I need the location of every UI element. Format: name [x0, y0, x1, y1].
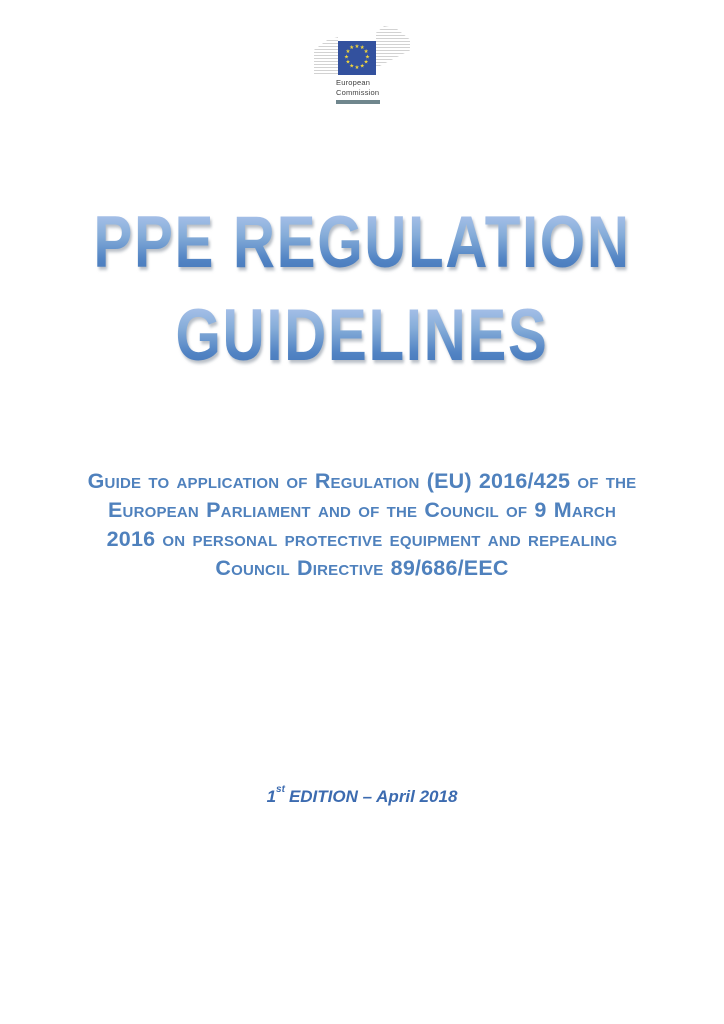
eu-star-icon: ★ [363, 59, 369, 66]
logo-org-line2: Commission [336, 87, 380, 97]
logo-right-swoosh-decoration [376, 26, 410, 68]
subtitle-line-1: Guide to application of Regulation (EU) 2016/425 of the [87, 469, 637, 493]
subtitle-line-4: Council Directive 89/686/EEC [215, 556, 509, 580]
document-subtitle [30, 467, 694, 583]
edition-number: 1 [266, 787, 277, 806]
eu-star-icon: ★ [354, 43, 360, 50]
eu-flag-icon [338, 41, 376, 75]
document-title [0, 196, 724, 382]
logo-left-swoosh-decoration [314, 37, 338, 75]
logo-org-line1: European [336, 78, 371, 87]
logo-graphic [314, 25, 410, 75]
subtitle-line-2: European Parliament and of the Council of 9 March [108, 498, 616, 522]
eu-star-icon: ★ [359, 45, 365, 52]
eu-star-icon: ★ [345, 59, 351, 66]
document-title-line2: GUIDELINES [72, 289, 651, 382]
logo-signature-bar [336, 100, 380, 104]
eu-star-icon: ★ [363, 49, 369, 55]
eu-star-icon: ★ [365, 54, 370, 61]
eu-flag-stars [338, 41, 376, 75]
eu-star-icon: ★ [359, 63, 365, 70]
eu-star-icon: ★ [344, 54, 349, 61]
european-commission-logo [314, 25, 410, 104]
edition-text: EDITION – April 2018 [288, 787, 458, 806]
eu-star-icon: ★ [349, 45, 355, 52]
eu-star-icon: ★ [349, 63, 355, 70]
subtitle-line-3: 2016 on personal protective equipment and repealing [106, 527, 618, 551]
document-title-line1: PPE REGULATION [72, 196, 651, 289]
edition-line [0, 786, 724, 808]
logo-org-name [336, 78, 410, 97]
edition-ordinal: st [276, 784, 285, 795]
eu-star-icon: ★ [354, 64, 360, 71]
eu-star-icon: ★ [345, 49, 351, 55]
